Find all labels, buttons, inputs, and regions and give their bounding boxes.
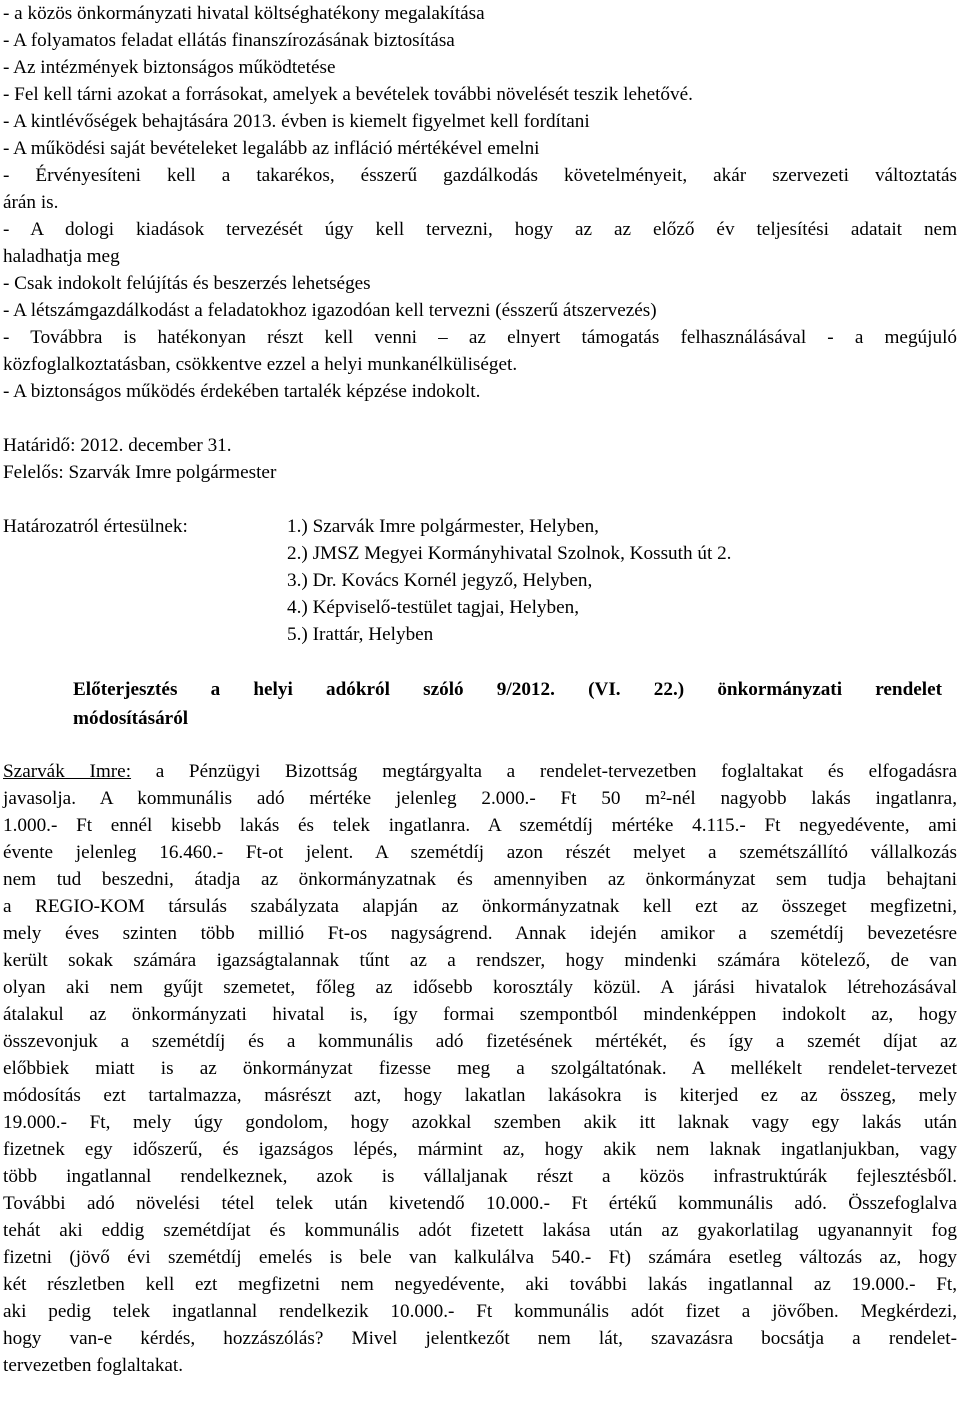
paragraph-line: került sokak számára igazságtalannak tűnt az a rendszer, hogy mindenki számára kötelező, de van [3,950,957,971]
recipient-item: 4.) Képviselő-testület tagjai, Helyben, [287,597,579,618]
paragraph-line: módosítás ezt tartalmazza, másrészt azt, hogy lakatlan lakásokra is kiterjed ez az összeg, mely [3,1085,957,1106]
speaker-name: Szarvák Imre: [3,761,132,782]
paragraph-line: több ingatlannal rendelkeznek, azok is vállaljanak részt a közös infrastruktúrák fejlesztésből. [3,1166,957,1187]
list-item: - A működési saját bevételeket legalább az infláció mértékével emelni [3,138,540,159]
list-item: - Csak indokolt felújítás és beszerzés lehetséges [3,273,371,294]
body-paragraph [3,758,957,1379]
paragraph-line: évente jelenleg 16.460.- Ft-ot jelent. A szemétdíj azon részét melyet a szemétszállító vállalkozás [3,842,957,863]
paragraph-first-line [3,758,957,785]
list-item: - A biztonságos működés érdekében tartalék képzése indokolt. [3,381,481,402]
list-item: - Az intézmények biztonságos működtetése [3,57,336,78]
paragraph-text: a Pénzügyi Bizottság megtárgyalta a rendelet-tervezetben foglaltakat és elfogadásra [131,761,957,782]
paragraph-line: 1.000.- Ft ennél kisebb lakás és telek ingatlanra. A szemétdíj mértéke 4.115.- Ft negyedévente, ami [3,815,957,836]
list-item: - A dologi kiadások tervezését úgy kell tervezni, hogy az az előző év teljesítési adatait nem [3,219,957,240]
paragraph-line: a REGIO-KOM társulás szabályzata alapján az önkormányzatnak kell ezt az összeget megfizetni, [3,896,957,917]
list-item: - Érvényesíteni kell a takarékos, ésszerű gazdálkodás követelményeit, akár szervezeti változtatás [3,165,957,186]
paragraph-line: két részletben kell ezt megfizetni nem negyedévente, aki további lakás ingatlannal az 19.000.- Ft, [3,1274,957,1295]
paragraph-line: olyan aki nem gyűjt szemetet, főleg az idősebb korosztály közül. A járási hivatalok létrehozásával [3,977,957,998]
paragraph-last-line: tervezetben foglaltakat. [3,1355,184,1376]
paragraph-line: fizetnek egy időszerű, és igazságos lépés, mármint az, hogy akik nem laknak ingatlanjukban, vagy [3,1139,957,1160]
paragraph-line: tehát aki eddig szemétdíjat és kommunális adót fizetett lakása után az gyakorlatilag ugyanannyit fog [3,1220,957,1241]
paragraph-line: mely éves szinten több millió Ft-os nagyságrend. Annak idején amikor a szemétdíj bevezetésre [3,923,957,944]
spacer [3,486,957,513]
list-item: - A folyamatos feladat ellátás finanszírozásának biztosítása [3,30,455,51]
paragraph-line: átalakul az önkormányzati hivatal is, így formai szempontból mindenképpen indokolt az, hogy [3,1004,957,1025]
list-item: - Fel kell tárni azokat a forrásokat, amelyek a bevételek további növelését teszik lehetővé. [3,84,693,105]
paragraph-line: nem tud beszedni, átadja az önkormányzatnak és amennyiben az önkormányzat sem tudja behajtani [3,869,957,890]
recipient-item: 2.) JMSZ Megyei Kormányhivatal Szolnok, Kossuth út 2. [287,543,732,564]
paragraph-line: aki pedig telek ingatlannal rendelkezik 10.000.- Ft kommunális adót fizet a jövőben. Megkérdezi, [3,1301,957,1322]
paragraph-line: hogy van-e kérdés, hozzászólás? Mivel jelentkezőt nem lát, szavazásra bocsátja a rendelet- [3,1328,957,1349]
recipient-item: 5.) Irattár, Helyben [287,624,434,645]
recipients-label: Határozatról értesülnek: [3,516,188,537]
list-item: - A létszámgazdálkodást a feladatokhoz igazodóan kell tervezni (ésszerű átszervezés) [3,300,657,321]
recipient-item: 3.) Dr. Kovács Kornél jegyző, Helyben, [287,570,593,591]
list-item: - A kintlévőségek behajtására 2013. évben is kiemelt figyelmet kell fordítani [3,111,590,132]
heading-line: Előterjesztés a helyi adókról szóló 9/2012. (VI. 22.) önkormányzati rendelet [73,679,942,700]
recipients-list [287,513,927,648]
paragraph-line: előbbiek miatt is az önkormányzat fizesse meg a szolgáltatónak. A mellékelt rendelet-tervezet [3,1058,957,1079]
paragraph-line: összevonjuk a szemétdíj és a kommunális adó fizetésének mértékét, és így a szemét díjat az [3,1031,957,1052]
section-heading [3,675,942,733]
list-item-continuation: közfoglalkoztatásban, csökkentve ezzel a helyi munkanélküliséget. [3,354,518,375]
paragraph-lines [3,785,957,1352]
document-page [3,0,957,1379]
heading-line: módosításáról [73,708,189,729]
resolution-recipients [3,513,957,648]
list-item-continuation: haladhatja meg [3,246,120,267]
list-item: - Továbbra is hatékonyan részt kell venni – az elnyert támogatás felhasználásával - a megújuló [3,327,957,348]
list-item: - a közös önkormányzati hivatal költséghatékony megalakítása [3,3,485,24]
deadline: Határidő: 2012. december 31. [3,435,232,456]
paragraph-line: fizetni (jövő évi szemétdíj emelés is bele van kalkulálva 540.- Ft) számára esetleg változás az, hogy [3,1247,957,1268]
responsible-person: Felelős: Szarvák Imre polgármester [3,462,277,483]
paragraph-line: További adó növelési tétel telek után kivetendő 10.000.- Ft értékű kommunális adó. Összefoglalva [3,1193,957,1214]
spacer [3,405,957,432]
paragraph-line: 19.000.- Ft, mely úgy gondolom, hogy azokkal szemben akik itt laknak vagy egy lakás után [3,1112,957,1133]
recipient-item: 1.) Szarvák Imre polgármester, Helyben, [287,516,599,537]
paragraph-line: javasolja. A kommunális adó mértéke jelenleg 2.000.- Ft 50 m²-nél nagyobb lakás ingatlanra, [3,788,957,809]
list-item-continuation: árán is. [3,192,59,213]
bullet-list [3,0,957,405]
